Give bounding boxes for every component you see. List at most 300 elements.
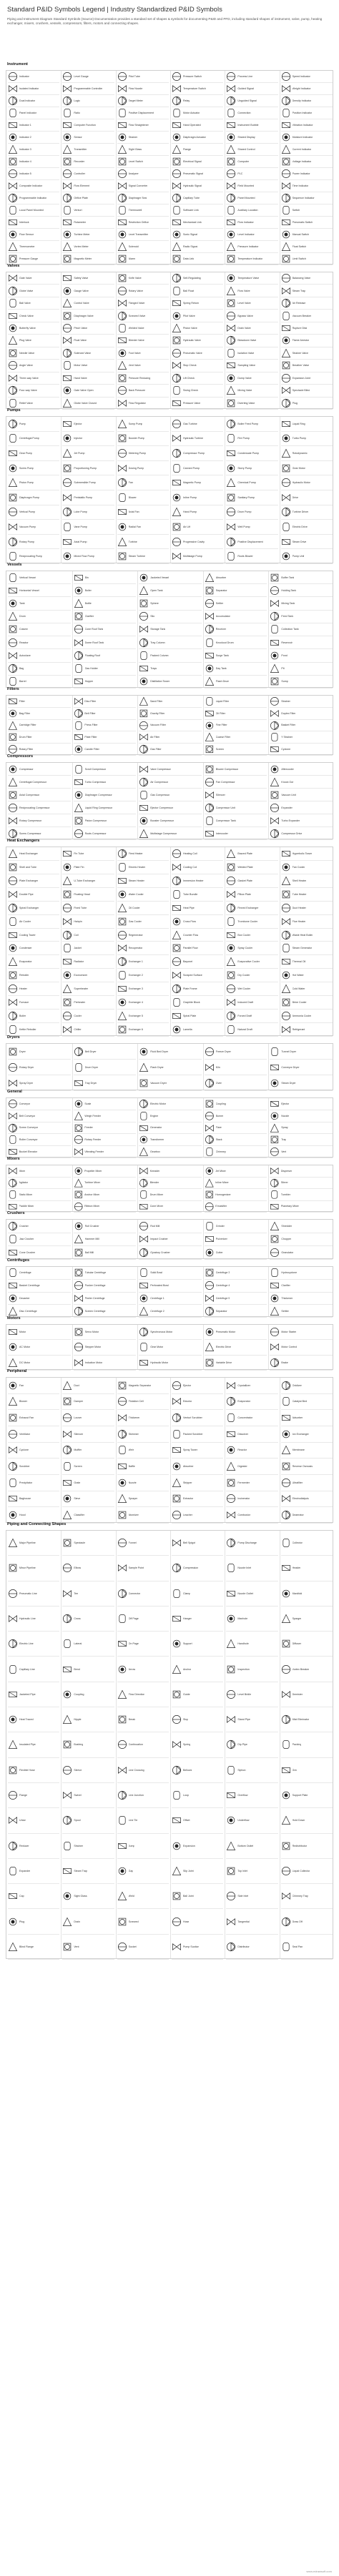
pid-symbol-icon	[172, 1891, 182, 1901]
symbol-label: U-Tube Exchanger	[74, 879, 96, 882]
symbol-item	[226, 902, 277, 915]
pid-symbol-icon	[281, 273, 291, 283]
symbol-item	[226, 1657, 277, 1682]
symbol-item	[117, 1378, 169, 1394]
symbol-item	[62, 1909, 114, 1934]
pid-symbol-icon	[270, 1178, 280, 1188]
symbol-item	[172, 942, 223, 956]
section-heading: Dryers	[7, 1035, 20, 1040]
symbol-label: Spray	[281, 1126, 288, 1130]
symbol-label: Dryer	[19, 1050, 26, 1053]
pid-symbol-icon	[226, 507, 236, 517]
pid-symbol-icon	[226, 132, 236, 142]
pid-symbol-icon	[8, 1866, 18, 1876]
column-divider	[61, 71, 62, 264]
symbol-label: Stirrer	[280, 1181, 288, 1185]
pid-symbol-icon	[226, 1563, 236, 1573]
symbol-label: Hopper	[84, 680, 94, 684]
symbol-section	[6, 695, 333, 755]
symbol-item	[74, 1044, 137, 1060]
symbol-item	[62, 322, 114, 335]
pid-symbol-icon	[139, 696, 149, 706]
symbol-label: Rotary Filter	[19, 748, 34, 751]
symbol-label: Sample Point	[128, 1566, 144, 1570]
symbol-item	[226, 929, 277, 942]
symbol-label: Dip Pipe	[237, 1743, 247, 1747]
pid-symbol-icon	[74, 1293, 84, 1303]
symbol-label: Union	[19, 1819, 26, 1822]
pid-symbol-icon	[281, 169, 291, 179]
symbol-label: Oil Cooler	[128, 906, 140, 909]
pid-symbol-icon	[281, 997, 291, 1007]
symbol-label: Pinch Valve	[74, 327, 88, 330]
symbol-label: Screen Centrifuge	[84, 1309, 106, 1313]
symbol-item	[8, 789, 71, 801]
symbol-item	[172, 1732, 223, 1757]
pid-symbol-icon	[226, 537, 236, 547]
symbol-item	[172, 969, 223, 982]
column-divider	[137, 696, 138, 754]
symbol-item	[74, 1325, 137, 1340]
symbol-item	[226, 996, 277, 1010]
pid-symbol-icon	[62, 1664, 72, 1674]
symbol-item	[139, 1146, 202, 1158]
pid-symbol-icon	[226, 298, 236, 308]
column-divider	[268, 1220, 269, 1258]
symbol-label: Roller Conveyor	[19, 1138, 38, 1142]
pid-symbol-icon	[8, 1327, 18, 1337]
symbol-label: Venturi	[74, 209, 82, 212]
symbol-item	[117, 1581, 169, 1607]
symbol-label: Drum Dryer	[84, 1065, 99, 1069]
pid-symbol-icon	[8, 1461, 18, 1471]
symbol-label: Orifice Plate	[74, 197, 88, 199]
symbol-label: Regenerator	[128, 933, 143, 937]
symbol-label: Sanitary Pump	[237, 495, 255, 499]
pid-symbol-icon	[117, 1381, 127, 1391]
symbol-label: Signal Converter	[128, 184, 148, 187]
symbol-label: Flow Regulator	[128, 401, 146, 405]
symbol-item	[205, 597, 267, 610]
symbol-label: Reactor	[237, 1449, 247, 1452]
symbol-item	[74, 1122, 137, 1135]
symbol-label: Indicator 2	[19, 136, 31, 139]
symbol-item	[117, 1732, 169, 1757]
symbol-label: Cross Flow	[183, 919, 196, 923]
symbol-item	[62, 432, 114, 447]
symbol-label: Flow Direction	[128, 1692, 145, 1696]
symbol-item	[281, 1783, 333, 1808]
pid-symbol-icon	[205, 1202, 215, 1212]
pid-symbol-icon	[172, 943, 182, 953]
symbol-label: Strainer	[128, 136, 138, 139]
symbol-label: Flotation Cell	[128, 1400, 144, 1403]
symbol-item	[139, 1293, 202, 1306]
pid-symbol-icon	[205, 732, 215, 742]
pid-symbol-icon	[62, 1639, 72, 1649]
symbol-label: Steam Dryer	[281, 1081, 296, 1085]
symbol-label: Hydraulic Turbine	[183, 437, 203, 440]
symbol-item	[281, 1808, 333, 1833]
symbol-label: Collector	[292, 1541, 303, 1545]
symbol-label: Electrodialysis	[292, 1497, 309, 1501]
pid-symbol-icon	[117, 230, 127, 240]
pid-symbol-icon	[205, 1234, 215, 1244]
symbol-item	[74, 731, 137, 744]
symbol-label: Reactor	[19, 641, 29, 644]
symbol-item	[281, 1682, 333, 1707]
symbol-item	[172, 505, 223, 520]
symbol-item	[172, 1443, 223, 1459]
pid-symbol-icon	[172, 1689, 182, 1699]
symbol-label: Waste Heat Boiler	[292, 933, 313, 937]
symbol-item	[281, 1410, 333, 1426]
symbol-item	[270, 1044, 333, 1060]
pid-symbol-icon	[62, 181, 72, 191]
pid-symbol-icon	[8, 598, 18, 608]
symbol-item	[8, 347, 59, 360]
symbol-item	[117, 347, 169, 360]
pid-symbol-icon	[281, 1381, 291, 1391]
pid-symbol-icon	[172, 311, 182, 321]
symbol-label: Dry Cooler	[237, 974, 250, 977]
symbol-item	[172, 1607, 223, 1632]
symbol-label: Leacher	[183, 1514, 192, 1517]
column-divider	[116, 1531, 117, 1958]
pid-symbol-icon	[226, 71, 236, 82]
symbol-item	[8, 417, 59, 432]
pid-symbol-icon	[172, 862, 182, 872]
symbol-label: Strainer	[281, 699, 290, 703]
column-divider	[137, 1220, 138, 1258]
symbol-item	[172, 1475, 223, 1491]
symbol-label: Planetary Mixer	[280, 1205, 299, 1208]
symbol-item	[8, 432, 59, 447]
pid-symbol-icon	[172, 1563, 182, 1573]
symbol-item	[8, 696, 71, 708]
column-divider	[268, 763, 269, 839]
pid-symbol-icon	[62, 984, 72, 994]
symbol-item	[226, 1632, 277, 1657]
pid-symbol-icon	[8, 624, 18, 634]
pid-symbol-icon	[205, 676, 215, 686]
pid-symbol-icon	[8, 1510, 18, 1520]
symbol-item	[8, 1783, 59, 1808]
pid-symbol-icon	[205, 611, 215, 621]
pid-symbol-icon	[8, 1202, 18, 1212]
symbol-label: Hold Down	[292, 1819, 305, 1822]
pid-symbol-icon	[62, 1815, 72, 1825]
symbol-label: Pump	[19, 422, 26, 425]
symbol-label: Underflow	[237, 1819, 250, 1822]
symbol-item	[62, 902, 114, 915]
pid-symbol-icon	[172, 398, 182, 408]
symbol-label: Blowdown Valve	[237, 339, 257, 342]
symbol-item	[139, 801, 202, 814]
symbol-label: Screw Conveyor	[19, 1126, 39, 1130]
symbol-label: Freeze Dryer	[215, 1050, 231, 1053]
symbol-item	[74, 827, 137, 840]
symbol-item	[117, 168, 169, 180]
pid-symbol-icon	[117, 889, 127, 899]
pid-symbol-icon	[172, 385, 182, 395]
pid-symbol-icon	[226, 1589, 236, 1599]
pid-symbol-icon	[281, 144, 291, 154]
symbol-item	[8, 1394, 59, 1411]
pid-symbol-icon	[62, 1025, 72, 1035]
symbol-item	[226, 1378, 277, 1394]
symbol-item	[281, 861, 333, 874]
symbol-item	[117, 996, 169, 1010]
page-intro: Piping and Instrument Diagram Standard Symbols (Source) Documentation provides a standard set of shapes & symbols for documenting P&ID and PFD, including standard shapes of instrument, valve, pump, heating exchanger, mixers, crushers, vessels, compressors, filters, motors and connecting shapes.	[7, 17, 323, 25]
column-divider	[170, 847, 171, 1035]
symbol-label: On Page	[128, 1642, 139, 1646]
pid-symbol-icon	[172, 537, 182, 547]
column-divider	[72, 1220, 73, 1258]
symbol-item	[172, 335, 223, 347]
pid-symbol-icon	[74, 573, 84, 583]
symbol-label: Granulator	[281, 1251, 294, 1255]
symbol-label: Chemical Pump	[237, 481, 256, 485]
symbol-item	[117, 95, 169, 107]
symbol-label: Grid	[292, 1768, 298, 1772]
pid-symbol-icon	[270, 1248, 280, 1258]
symbol-item	[74, 1246, 137, 1260]
symbol-item	[8, 372, 59, 385]
pid-symbol-icon	[139, 638, 149, 648]
symbol-item	[62, 1657, 114, 1682]
pid-symbol-icon	[281, 348, 291, 358]
pid-symbol-icon	[117, 1413, 127, 1423]
symbol-label: Ejector	[281, 1102, 290, 1105]
symbol-label: Strainer Valve	[292, 351, 308, 355]
symbol-item	[8, 720, 71, 732]
pid-symbol-icon	[226, 1494, 236, 1504]
symbol-item	[8, 1581, 59, 1607]
pid-symbol-icon	[8, 478, 18, 488]
pid-symbol-icon	[8, 1765, 18, 1775]
pid-symbol-icon	[172, 522, 182, 532]
pid-symbol-icon	[281, 181, 291, 191]
symbol-item	[117, 83, 169, 95]
pid-symbol-icon	[226, 1942, 236, 1952]
symbol-label: Roll Crusher	[84, 1224, 99, 1228]
pid-symbol-icon	[8, 1396, 18, 1406]
symbol-item	[172, 132, 223, 144]
symbol-label: Balancing Valve	[292, 277, 311, 280]
symbol-label: Propeller Mixer	[84, 1169, 102, 1173]
symbol-label: Cartridge Filter	[19, 724, 36, 727]
page-title: Standard P&ID Symbols Legend | Industry Standardized P&ID Symbols	[7, 6, 222, 14]
pid-symbol-icon	[226, 997, 236, 1007]
pid-symbol-icon	[139, 1268, 149, 1278]
symbol-section	[6, 1324, 333, 1370]
symbol-label: Stepper Motor	[84, 1346, 102, 1349]
symbol-item	[62, 285, 114, 297]
pid-symbol-icon	[281, 1445, 291, 1455]
pid-symbol-icon	[270, 1280, 280, 1291]
pid-symbol-icon	[8, 1234, 18, 1244]
pid-symbol-icon	[8, 849, 18, 859]
symbol-item	[8, 1732, 59, 1757]
pid-symbol-icon	[117, 286, 127, 296]
symbol-item	[74, 1110, 137, 1122]
symbol-label: Hanger	[183, 1617, 192, 1621]
symbol-item	[205, 1201, 267, 1213]
pid-symbol-icon	[139, 598, 149, 608]
symbol-label: Gate Valve	[19, 277, 32, 280]
pid-symbol-icon	[74, 816, 84, 826]
symbol-item	[62, 490, 114, 505]
symbol-item	[117, 1475, 169, 1491]
symbol-item	[226, 83, 277, 95]
symbol-item	[62, 942, 114, 956]
symbol-label: Absorber	[215, 576, 227, 579]
symbol-item	[139, 814, 202, 827]
symbol-label: Guide	[183, 1692, 190, 1696]
symbol-label: Screw Pump	[19, 466, 34, 470]
symbol-item	[281, 942, 333, 956]
symbol-label: Decanter	[19, 1296, 30, 1300]
symbol-item	[8, 446, 59, 461]
symbol-label: Spool	[74, 1819, 81, 1822]
symbol-label: Trombone Cooler	[237, 919, 258, 923]
symbol-item	[8, 1507, 59, 1524]
symbol-item	[172, 1859, 223, 1884]
symbol-item	[281, 417, 333, 432]
symbol-item	[226, 861, 277, 874]
pid-symbol-icon	[281, 537, 291, 547]
symbol-label: Axial Compressor	[19, 793, 40, 796]
pid-symbol-icon	[8, 829, 18, 839]
pid-symbol-icon	[8, 1025, 18, 1035]
symbol-item	[281, 902, 333, 915]
symbol-label: Injector	[74, 437, 83, 440]
pid-symbol-icon	[281, 193, 291, 203]
symbol-item	[205, 1220, 267, 1233]
symbol-item	[62, 955, 114, 969]
symbol-label: Thermowell	[128, 209, 142, 212]
pid-symbol-icon	[62, 205, 72, 215]
symbol-item	[8, 942, 59, 956]
column-divider	[61, 847, 62, 1035]
symbol-label: Electric Drive	[292, 525, 308, 528]
symbol-label: Swivel	[74, 1794, 82, 1797]
symbol-label: Superheater	[74, 987, 89, 991]
pid-symbol-icon	[62, 1445, 72, 1455]
pid-symbol-icon	[8, 638, 18, 648]
pid-symbol-icon	[117, 1494, 127, 1504]
column-divider	[203, 1267, 204, 1316]
pid-symbol-icon	[281, 1891, 291, 1901]
pid-symbol-icon	[8, 1563, 18, 1573]
symbol-label: Manual Switch	[292, 233, 310, 236]
symbol-label: Scrubber	[19, 1465, 30, 1469]
symbol-label: Dissolver	[237, 1432, 249, 1436]
symbol-item	[172, 955, 223, 969]
symbol-item	[226, 372, 277, 385]
pid-symbol-icon	[205, 829, 215, 839]
symbol-label: Piston Compressor	[84, 819, 107, 822]
symbol-label: Skimmer	[128, 1432, 139, 1436]
symbol-label: Target Meter	[128, 99, 143, 102]
symbol-label: Temperature Indicator	[237, 257, 263, 260]
symbol-label: Flue Heater	[292, 919, 306, 923]
symbol-item	[62, 915, 114, 929]
symbol-item	[117, 310, 169, 322]
symbol-item	[281, 1556, 333, 1581]
symbol-item	[281, 874, 333, 888]
symbol-item	[8, 623, 71, 636]
pid-symbol-icon	[226, 957, 236, 967]
pid-symbol-icon	[281, 373, 291, 383]
symbol-item	[270, 744, 333, 756]
symbol-item	[117, 360, 169, 372]
pid-symbol-icon	[8, 1099, 18, 1109]
symbol-item	[8, 1233, 71, 1247]
symbol-section	[6, 70, 333, 265]
symbol-label: Turbo Expander	[281, 819, 300, 822]
pid-symbol-icon	[8, 169, 18, 179]
pid-symbol-icon	[172, 298, 182, 308]
pid-symbol-icon	[117, 1510, 127, 1520]
symbol-item	[8, 1682, 59, 1707]
symbol-label: Check Valve	[19, 314, 34, 317]
symbol-item	[226, 347, 277, 360]
symbol-item	[226, 156, 277, 168]
symbol-label: Gear Motor	[150, 1346, 164, 1349]
symbol-item	[205, 696, 267, 708]
pid-symbol-icon	[62, 1478, 72, 1488]
symbol-label: Heat Pipe	[183, 906, 195, 909]
pid-symbol-icon	[62, 1765, 72, 1775]
symbol-label: Cyclone	[19, 1449, 29, 1452]
pid-symbol-icon	[62, 1614, 72, 1624]
pid-symbol-icon	[172, 903, 182, 913]
symbol-item	[8, 1267, 71, 1280]
pid-symbol-icon	[226, 1841, 236, 1851]
symbol-label: Steam Generator	[292, 947, 313, 950]
symbol-item	[270, 1356, 333, 1371]
symbol-label: Roots Compressor	[84, 831, 107, 835]
symbol-item	[62, 119, 114, 132]
symbol-item	[226, 1459, 277, 1475]
symbol-label: Tank	[19, 602, 25, 606]
pid-symbol-icon	[270, 1147, 280, 1157]
symbol-label: Air Lift	[183, 525, 191, 528]
symbol-label: Conveyor	[19, 1102, 31, 1105]
pid-symbol-icon	[172, 193, 182, 203]
pid-symbol-icon	[8, 1689, 18, 1699]
symbol-label: Adsorber	[292, 1416, 303, 1420]
column-divider	[72, 1044, 73, 1090]
symbol-item	[8, 461, 59, 476]
symbol-label: Bend	[74, 1667, 80, 1671]
symbol-label: Handhole	[237, 1642, 249, 1646]
symbol-label: Belt Conveyor	[19, 1114, 36, 1117]
symbol-label: Jacket	[74, 947, 82, 950]
symbol-label: Tangential	[237, 1920, 250, 1923]
symbol-label: Inspection	[237, 1667, 250, 1671]
symbol-label: DC Motor	[19, 1361, 31, 1364]
symbol-item	[117, 1682, 169, 1707]
pid-symbol-icon	[8, 1358, 18, 1368]
symbol-item	[74, 1060, 137, 1075]
pid-symbol-icon	[117, 1714, 127, 1724]
symbol-item	[205, 571, 267, 584]
symbol-item	[270, 1189, 333, 1201]
pid-symbol-icon	[281, 507, 291, 517]
